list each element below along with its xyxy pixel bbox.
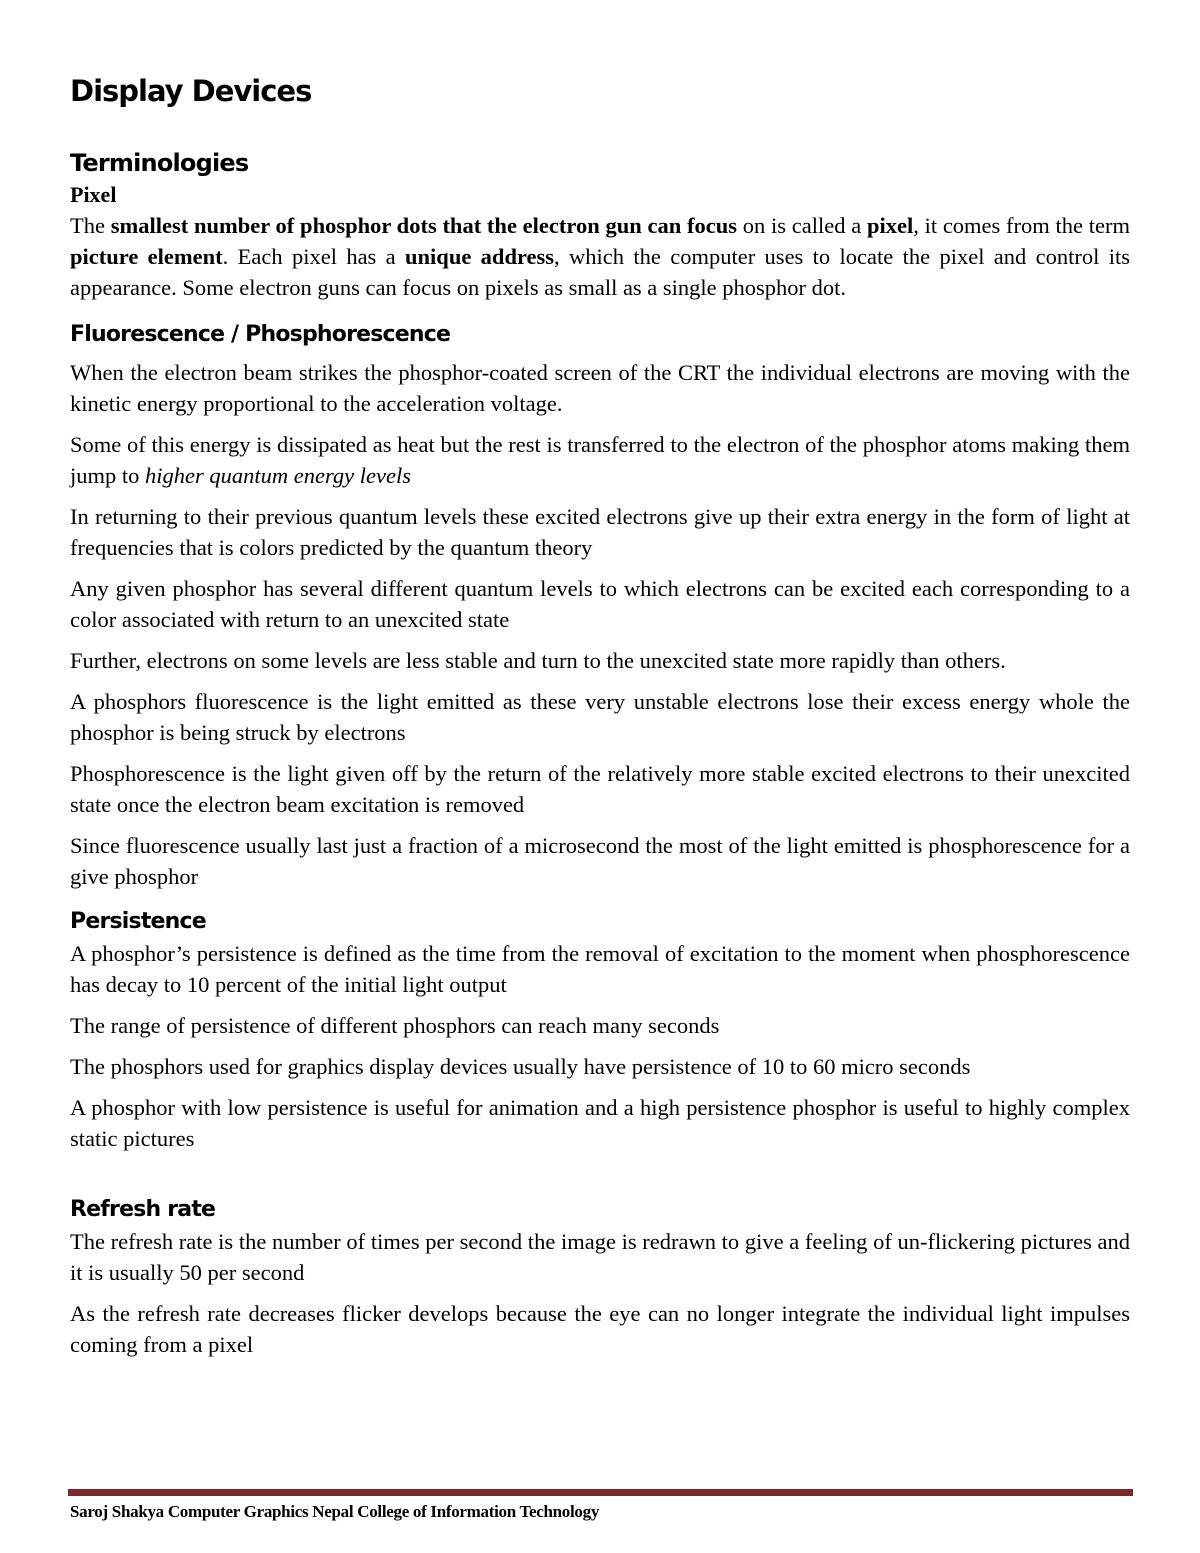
refresh-rate-heading: Refresh rate	[70, 1197, 216, 1222]
refresh-p2: As the refresh rate decreases flicker develops because the eye can no longer integrate the individual light impulses coming from a pixel	[70, 1301, 1130, 1357]
pixel-term: Pixel	[70, 182, 117, 207]
fluorescence-p4: Any given phosphor has several different quantum levels to which electrons can be excited each corresponding to a color associated with return to an unexcited state	[70, 576, 1130, 632]
fluorescence-p2-italic: higher quantum energy levels	[145, 463, 411, 488]
persistence-p1: A phosphor’s persistence is defined as the time from the removal of excitation to the moment when phosphorescence has decay to 10 percent of the initial light output	[70, 941, 1130, 997]
refresh-p1: The refresh rate is the number of times per second the image is redrawn to give a feeling of un-flickering pictures and it is usually 50 per second	[70, 1229, 1130, 1285]
document-page	[70, 70, 1130, 1370]
terminologies-heading: Terminologies	[70, 149, 249, 177]
pixel-bold-1: smallest number of phosphor dots that the electron gun can focus	[110, 213, 737, 238]
pixel-bold-4: unique address	[405, 244, 555, 269]
persistence-heading: Persistence	[70, 909, 206, 934]
section-spacer	[70, 1164, 1130, 1194]
fluorescence-p8: Since fluorescence usually last just a fraction of a microsecond the most of the light emitted is phosphorescence for a give phosphor	[70, 833, 1130, 889]
pixel-bold-2: pixel	[866, 213, 914, 238]
fluorescence-p6: A phosphors fluorescence is the light emitted as these very unstable electrons lose their excess energy whole the phosphor is being struck by electrons	[70, 689, 1130, 745]
persistence-p3: The phosphors used for graphics display devices usually have persistence of 10 to 60 micro seconds	[70, 1054, 971, 1079]
document-title: Display Devices	[70, 74, 312, 108]
pixel-bold-3: picture element	[70, 244, 223, 269]
fluorescence-p7: Phosphorescence is the light given off by the return of the relatively more stable excited electrons to their unexcited state once the electron beam excitation is removed	[70, 761, 1130, 817]
footer-rule	[68, 1489, 1133, 1496]
fluorescence-heading: Fluorescence / Phosphorescence	[70, 322, 451, 347]
fluorescence-p1: When the electron beam strikes the phosphor-coated screen of the CRT the individual electrons are moving with the kinetic energy proportional to the acceleration voltage.	[70, 360, 1130, 416]
persistence-p2: The range of persistence of different phosphors can reach many seconds	[70, 1013, 720, 1038]
pixel-paragraph: The smallest number of phosphor dots that the electron gun can focus on is called a pixel, it comes from the term picture element. Each pixel has a unique address, which the computer uses to locate the pixel and control its appearance. Some electron guns can focus on pixels as small as a single phosphor dot.	[70, 213, 1131, 300]
persistence-p4: A phosphor with low persistence is useful for animation and a high persistence phosphor is useful to highly complex static pictures	[70, 1095, 1130, 1151]
fluorescence-p2: Some of this energy is dissipated as heat but the rest is transferred to the electron of the phosphor atoms making them jump to higher quantum energy levels	[70, 432, 1130, 488]
fluorescence-p5: Further, electrons on some levels are less stable and turn to the unexcited state more rapidly than others.	[70, 648, 1006, 673]
footer-text: Saroj Shakya Computer Graphics Nepal College of Information Technology	[70, 1502, 600, 1521]
fluorescence-p3: In returning to their previous quantum levels these excited electrons give up their extra energy in the form of light at frequencies that is colors predicted by the quantum theory	[70, 504, 1130, 560]
